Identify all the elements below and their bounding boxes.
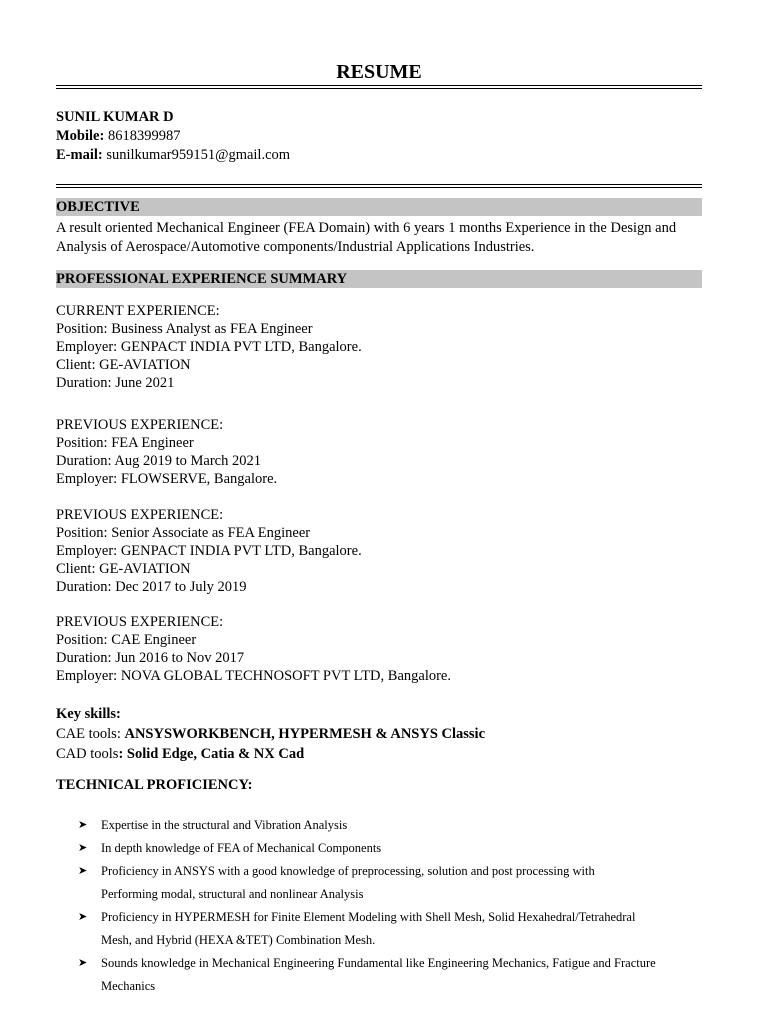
experience-line: Position: FEA Engineer: [56, 435, 194, 451]
key-skills-block: [56, 704, 485, 764]
arrow-bullet-icon: ➤: [78, 911, 88, 923]
experience-block-previous: [56, 506, 362, 596]
arrow-bullet-icon: ➤: [78, 819, 88, 831]
experience-line: PREVIOUS EXPERIENCE:: [56, 417, 224, 433]
experience-line: Duration: Dec 2017 to July 2019: [56, 579, 247, 595]
list-item-text: Expertise in the structural and Vibration Analysis: [101, 818, 348, 832]
list-item-text: Performing modal, structural and nonlinear Analysis: [101, 887, 364, 901]
arrow-bullet-icon: ➤: [78, 957, 88, 969]
experience-line: Employer: NOVA GLOBAL TECHNOSOFT PVT LTD, Bangalore.: [56, 668, 451, 684]
experience-heading: PROFESSIONAL EXPERIENCE SUMMARY: [56, 270, 702, 288]
experience-line: Position: CAE Engineer: [56, 632, 197, 648]
cad-tools-value: : Solid Edge, Catia & NX Cad: [118, 746, 305, 762]
mobile-line: [56, 127, 290, 146]
title-divider: [56, 85, 702, 89]
experience-line: Duration: Aug 2019 to March 2021: [56, 453, 261, 469]
experience-line: PREVIOUS EXPERIENCE:: [56, 614, 224, 630]
list-item: [56, 860, 702, 906]
cae-tools-label: CAE tools:: [56, 726, 125, 742]
email-label: E-mail:: [56, 147, 103, 163]
experience-block-previous: [56, 613, 451, 685]
objective-text: A result oriented Mechanical Engineer (FEA Domain) with 6 years 1 months Experience in the Design and Analysis of Aerospace/Automotive components/Industrial Applications Industries.: [56, 220, 677, 255]
candidate-name: SUNIL KUMAR D: [56, 109, 174, 125]
mobile-label: Mobile:: [56, 128, 105, 144]
experience-line: Duration: Jun 2016 to Nov 2017: [56, 650, 245, 666]
experience-line: CURRENT EXPERIENCE:: [56, 303, 220, 319]
experience-line: Employer: GENPACT INDIA PVT LTD, Bangalore.: [56, 339, 362, 355]
contact-block: [56, 108, 290, 165]
experience-block-previous: [56, 416, 277, 488]
experience-block-current: [56, 302, 362, 392]
experience-line: Employer: FLOWSERVE, Bangalore.: [56, 471, 278, 487]
list-item-text: Sounds knowledge in Mechanical Engineering Fundamental like Engineering Mechanics, Fatigue and Fracture: [101, 956, 656, 970]
experience-line: Duration: June 2021: [56, 375, 175, 391]
key-skills-heading: Key skills:: [56, 706, 121, 722]
experience-line: Client: GE-AVIATION: [56, 357, 191, 373]
experience-line: Client: GE-AVIATION: [56, 561, 191, 577]
email-line: [56, 146, 290, 165]
list-item-text: Proficiency in HYPERMESH for Finite Element Modeling with Shell Mesh, Solid Hexahedral/Tetrahedral: [101, 910, 636, 924]
list-item: [56, 814, 702, 837]
experience-line: PREVIOUS EXPERIENCE:: [56, 507, 224, 523]
contact-divider: [56, 184, 702, 188]
list-item: [56, 837, 702, 860]
cad-tools-line: [56, 744, 485, 764]
experience-line: Position: Senior Associate as FEA Engineer: [56, 525, 311, 541]
list-item-text: Mechanics: [101, 979, 156, 993]
experience-line: Position: Business Analyst as FEA Engineer: [56, 321, 313, 337]
mobile-number: 8618399987: [104, 128, 181, 144]
technical-proficiency-heading: TECHNICAL PROFICIENCY:: [56, 777, 253, 793]
technical-proficiency-list: [56, 814, 702, 998]
arrow-bullet-icon: ➤: [78, 842, 88, 854]
list-item-text: In depth knowledge of FEA of Mechanical Components: [101, 841, 382, 855]
list-item: [56, 906, 702, 952]
email-address: sunilkumar959151@gmail.com: [102, 147, 291, 163]
arrow-bullet-icon: ➤: [78, 865, 88, 877]
cae-tools-line: [56, 724, 485, 744]
cae-tools-value: ANSYSWORKBENCH, HYPERMESH & ANSYS Classic: [124, 726, 486, 742]
list-item: [56, 952, 702, 998]
resume-title: RESUME: [336, 61, 422, 83]
experience-line: Employer: GENPACT INDIA PVT LTD, Bangalore.: [56, 543, 362, 559]
cad-tools-label: CAD tools: [56, 746, 119, 762]
list-item-text: Proficiency in ANSYS with a good knowledge of preprocessing, solution and post processing with: [101, 864, 595, 878]
list-item-text: Mesh, and Hybrid (HEXA &TET) Combination Mesh.: [101, 933, 376, 947]
objective-heading: OBJECTIVE: [56, 198, 702, 216]
